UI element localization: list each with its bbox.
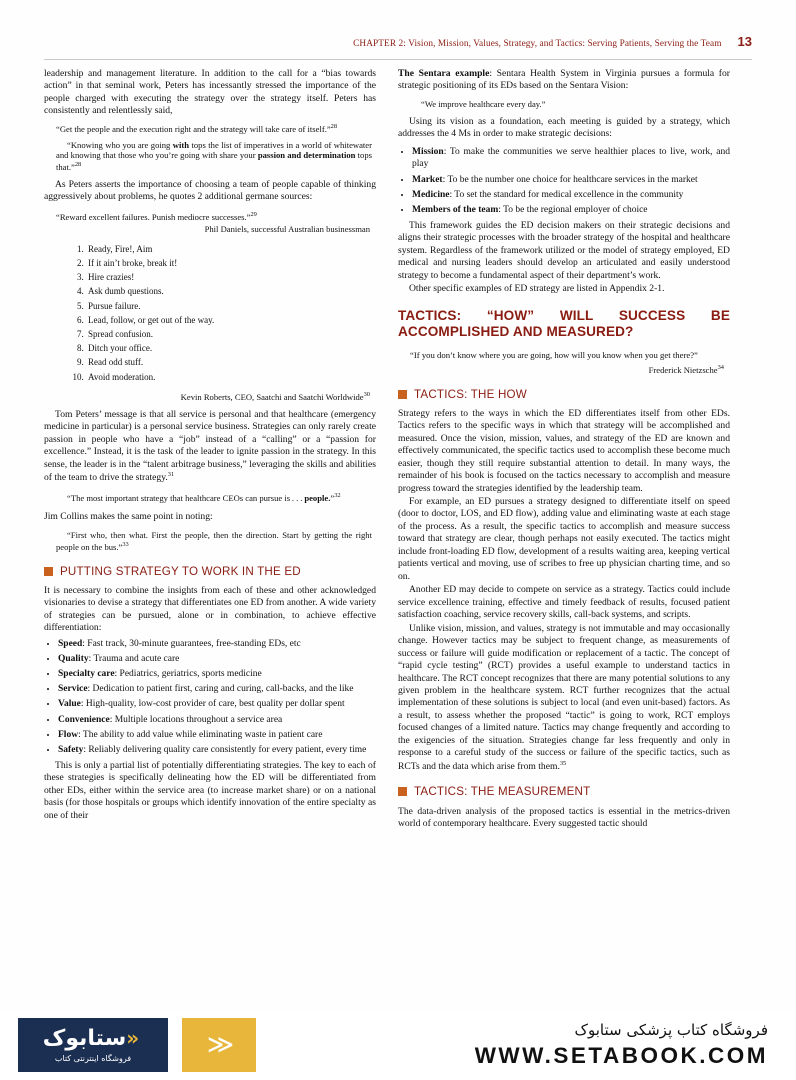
list-item: 7. Spread confusion. [86,327,376,341]
section-heading-label: TACTICS: THE HOW [414,387,527,401]
list-item: 1. Ready, Fire!, Aim [86,242,376,256]
blockquote [56,492,376,504]
quote-attribution [44,391,376,403]
quote-bold-part: with [172,139,190,150]
list-item-text: : To be the number one choice for healthcare services in the market [442,174,698,185]
paragraph: It is necessary to combine the insights from each of these and other acknowledged visionaries to devise a strategy that differentiates one ED from another. A wide variety of strategies can be pursued, alone or in combination, to achieve effective differentiation: [44,584,376,634]
section-heading-label: TACTICS: THE MEASUREMENT [414,785,591,799]
list-item-text: : Multiple locations throughout a service area [109,714,283,725]
list-item-term: Specialty care [58,668,115,679]
numbered-list [44,242,376,384]
blockquote [56,530,376,553]
list-item: 8. Ditch your office. [86,341,376,355]
paragraph-text: Unlike vision, mission, and values, strategy is not immutable and may occasionally change. However tactics may be subject to frequent change, as measurements of success or failure will guide modification or replacement of a tactic. The concept of “rapid cycle testing” (RCT) provides a useful example to understand tactics in healthcare. The RCT concept recognizes that there are many potential solutions to any given problem in the healthcare system. RCT further recognizes that the actual implementation of these solutions is subject to local (and even unit-based) factors. As a result, to assess whether the proposed “tactic” is going to work, RCT employs focused changes of a limited nature. Tactics may change frequently and according to the exigencies of the situation. Strategies change far less frequently and only in response to a careful study of the success or failure of the specific tactics, such as RCTs and the data which arise from them. [398,622,730,773]
list-item [58,638,376,651]
footnote-marker: 29 [250,210,257,218]
list-item-term: Safety [58,745,84,756]
setabook-logo [18,1018,168,1072]
paragraph: This framework guides the ED decision makers on their strategic decisions and aligns their strategic processes with the broader strategy of the hospital and healthcare system. Regardless of the framework utilized or the model of strategy employed, ED medical and nursing leaders should develop an articulated and easily understood strategy to become a fundamental aspect of their department’s work. [398,219,730,281]
list-item: 10. Avoid moderation. [86,370,376,384]
two-column-body [44,68,752,968]
footnote-marker: 32 [334,491,341,499]
paragraph: Another ED may decide to compete on service as a strategy. Tactics could include service excellence training, effective and timely feedback of results, focused patient satisfaction coaching, service recovery skills, call-back systems, and scripts. [398,584,730,621]
footer-tagline-fa: فروشگاه کتاب پزشکی ستابوک [574,1021,768,1039]
quote-bold-part: people. [304,492,331,503]
quote-text-part: tops that.” [56,150,372,173]
pullquote-attribution [398,364,730,376]
footer-url[interactable]: WWW.SETABOOK.COM [474,1043,768,1068]
paragraph: leadership and management literature. In addition to the call for a “bias towards action” in that seminal work, Peters has incessantly stressed the importance of the people charged with executing the strategy over the strategy itself. Peters has consistently and relentlessly said, [44,68,376,117]
square-bullet-icon [398,787,407,796]
list-item-text: : To set the standard for medical excellence in the community [449,189,684,200]
quote-attribution: Phil Daniels, successful Australian businessman [204,223,370,234]
list-item: 2. If it ain’t broke, break it! [86,256,376,270]
list-item [412,189,730,202]
list-item-term: Market [412,174,443,185]
list-item: 9. Read odd stuff. [86,355,376,369]
list-item-term: Convenience [58,714,110,725]
bullet-list-strategies [44,638,376,757]
bullet-list-4ms [398,146,730,217]
paragraph [398,68,730,93]
list-item-text: : Fast track, 30-minute guarantees, free-standing EDs, etc [82,638,301,649]
quote-text-part: “Knowing who you are going [67,139,173,150]
list-item-text: : To make the communities we serve healthier places to live, work, and play [412,146,730,170]
section-heading-label: PUTTING STRATEGY TO WORK IN THE ED [60,564,301,578]
footnote-marker: 30 [363,390,370,398]
quote-text-part: ” [330,492,335,503]
page-number: 13 [737,34,752,49]
blockquote [56,211,376,223]
list-item [58,729,376,742]
quote-text: “Reward excellent failures. Punish mediocre successes.” [56,211,251,222]
list-item-text: : High-quality, low-cost provider of care, best quality per dollar spent [80,699,345,710]
list-item-text: : To be the regional employer of choice [498,205,648,216]
chevron-left-icon: « [126,1025,140,1050]
footnote-marker: 35 [559,759,567,767]
logo-wordmark-fa: «ستابوک [42,1025,140,1051]
paragraph: This is only a partial list of potentially differentiating strategies. The key to each of these strategies is specifically delineating how the ED will be differentiated from other EDs, either within the service area (to increase market share) or on a national basis (for those hospitals or groups which identify innovation of the entire specialty as one of their [44,759,376,821]
list-item-term: Mission [412,146,444,157]
footer-text-block [270,1021,778,1069]
section-heading-putting-strategy-to-work [44,564,376,579]
page-header [44,34,752,53]
footnote-marker: 28 [74,161,82,169]
list-item: 4. Ask dumb questions. [86,284,376,298]
list-item-term: Quality [58,653,89,664]
running-head-title: CHAPTER 2: Vision, Mission, Values, Strategy, and Tactics: Serving Patients, Serving the Team [353,39,722,49]
list-item-term: Speed [58,638,83,649]
list-item: 3. Hire crazies! [86,270,376,284]
footnote-marker: 31 [167,471,175,479]
paragraph: Other specific examples of ED strategy are listed in Appendix 2-1. [409,283,665,295]
list-item-text: : The ability to add value while eliminating waste in patient care [78,729,323,740]
attribution-text: Kevin Roberts, CEO, Saatchi and Saatchi Worldwide [180,391,364,402]
footnote-marker: 33 [122,540,129,548]
left-column [44,68,376,968]
paragraph: As Peters asserts the importance of choosing a team of people capable of thinking aggressively about problems, he quotes 2 additional germane sources: [44,178,376,203]
paragraph: The data-driven analysis of the proposed tactics is essential in the metrics-driven world of contemporary healthcare. Every suggested tactic should [398,805,730,830]
paragraph [398,623,730,774]
list-item [412,204,730,217]
paragraph: Jim Collins makes the same point in noting: [44,510,213,522]
quote-text: “First who, then what. First the people, then the direction. Start by getting the right people on the bus.” [56,530,372,552]
list-item [58,653,376,666]
quote-text: “Get the people and the execution right and the strategy will take care of itself.” [56,123,331,134]
list-item-term: Members of the team [412,205,499,216]
list-item: 5. Pursue failure. [86,299,376,313]
blockquote: “We improve healthcare every day.” [421,98,546,109]
section-heading-tactics-the-how [398,387,730,402]
paragraph: For example, an ED pursues a strategy designed to differentiate itself on speed (door to doctor, LOS, and ED flow), adding value and eliminating waste at each stage of the process. As a result, the specific tactics to accomplish and measure success toward that strategy are clear, though perhaps not easily executed. The tactics might include front-loading ED flow, development of a results waiting area, keeping vertical patients vertical and moving, use of scribes to free up physician charting time, and so on. [398,495,730,582]
paragraph-lead-bold: The Sentara example [398,68,490,79]
list-item [412,174,730,187]
paragraph-text: Tom Peters’ message is that all service is personal and that healthcare (emergency medicine in particular) is a personal service business. Strategies can only rarely create passion in people who have a “job” instead of a “calling” or a “passion for excellence.” Instead, it is the task of the leader to ignite passion in the strategy. In this sense, the leader is in the “talent arbitrage business,” leveraging the skills and abilities of the team to drive the strategy. [44,408,376,484]
list-item [58,744,376,757]
list-item-term: Flow [58,729,79,740]
list-item-text: : Dedication to patient first, caring and curing, call-backs, and the like [87,684,354,695]
paragraph-text: : Sentara Health System in Virginia pursues a formula for strategic positioning of its EDs based on the Sentara Vision: [398,68,730,92]
footnote-marker: 28 [330,122,338,130]
section-heading-tactics-the-measurement [398,784,730,799]
quote-bold-part: passion and determination [257,150,356,161]
list-item [58,698,376,711]
square-bullet-icon [398,390,407,399]
quote-text-part: “The most important strategy that healthcare CEOs can pursue is . . . [67,492,305,503]
footnote-marker: 34 [717,363,724,371]
list-item: 6. Lead, follow, or get out of the way. [86,313,376,327]
quote-text-part: tops the list of imperatives in a world of whitewater and knowing that those who you’re going with share your [56,139,372,161]
list-item-text: : Reliably delivering quality care consistently for every patient, every time [83,745,367,756]
list-item-term: Value [58,699,81,710]
blockquote [56,123,376,135]
chevron-mark-icon: ≫ [182,1018,256,1072]
list-item [58,683,376,696]
list-item-term: Medicine [412,189,450,200]
attribution-text: Frederick Nietzsche [648,364,718,375]
paragraph: Strategy refers to the ways in which the ED differentiates itself from other EDs. Tactics refers to the specific ways in which that strategy will be accomplished and measured. Once the vision, mission, values, and strategy of the ED are known and effectively communicated, the specific tactics used to accomplish these become much easier, though they still require substantial attention to detail. In many ways, the remainder of his book is focused on the tactics necessary to accomplish and measure progress toward the strategies identified by the leadership team. [398,407,730,494]
blockquote [56,140,376,173]
list-item-text: : Trauma and acute care [88,653,180,664]
list-item-term: Service [58,684,88,695]
right-column [398,68,730,968]
paragraph [44,409,376,485]
list-item [58,714,376,727]
square-bullet-icon [44,567,53,576]
pullquote: “If you don’t know where you are going, how will you know when you get there?” [410,350,698,361]
logo-subtitle-fa: فروشگاه اینترنتی کتاب [54,1053,132,1063]
chapter-section-heading: TACTICS: “HOW” WILL SUCCESS BE ACCOMPLISHED AND MEASURED? [398,307,730,340]
list-item-text: : Pediatrics, geriatrics, sports medicine [114,668,262,679]
paragraph: Using its vision as a foundation, each meeting is guided by a strategy, which addresses the 4 Ms in order to make strategic decisions: [398,115,730,140]
watermark-footer [0,1010,796,1080]
header-divider [44,59,752,60]
list-item [58,668,376,681]
list-item [412,146,730,171]
